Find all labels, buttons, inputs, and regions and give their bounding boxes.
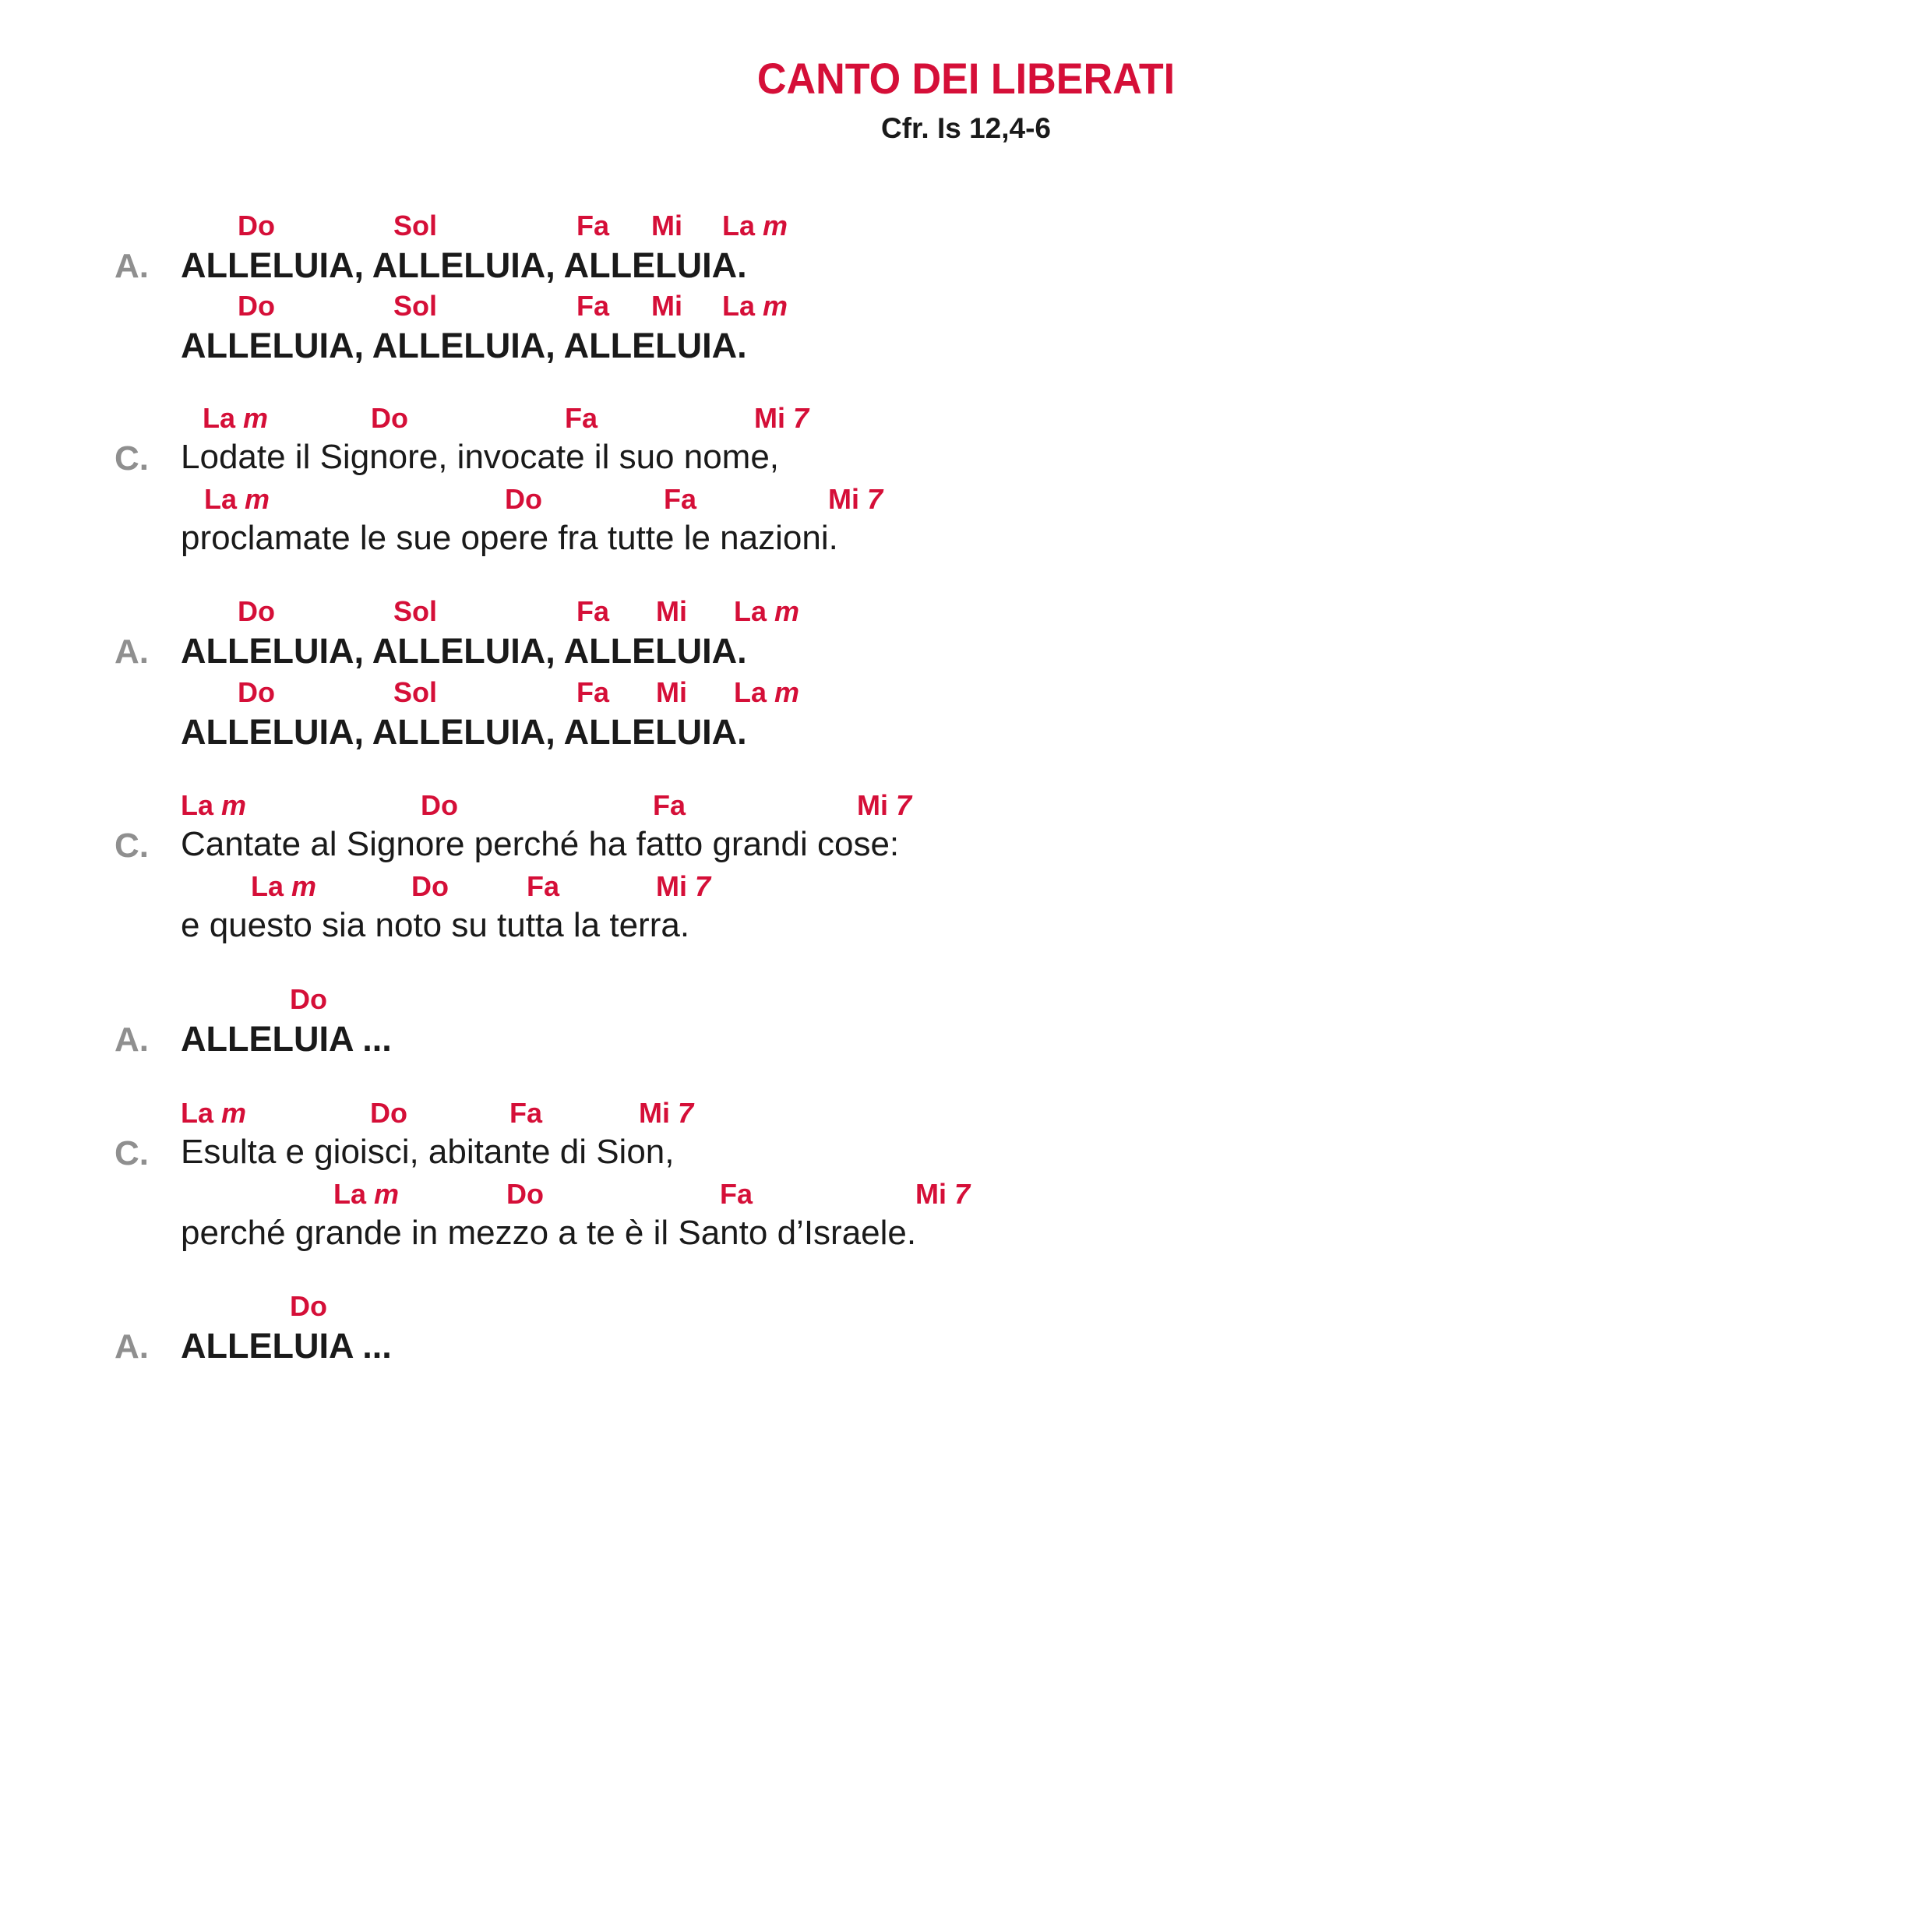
- chord-root: La: [181, 789, 214, 821]
- chord: [720, 1180, 753, 1208]
- chord-root: Fa: [653, 789, 686, 821]
- chord: [565, 404, 598, 432]
- chord-quality: m: [774, 676, 800, 708]
- chord: [238, 676, 275, 708]
- section-label-cantor: C.: [115, 439, 149, 478]
- chord-root: Sol: [393, 210, 438, 242]
- chord-quality: m: [291, 870, 317, 902]
- lyric-line: ALLELUIA, ALLELUIA, ALLELUIA.: [181, 631, 747, 671]
- chord: [653, 791, 686, 820]
- chord: [238, 212, 275, 240]
- chord: [656, 870, 711, 902]
- song-title: CANTO DEI LIBERATI: [756, 54, 1176, 103]
- chord: [915, 1180, 970, 1208]
- chord-root: Fa: [576, 290, 610, 322]
- chord-root: Fa: [527, 870, 560, 902]
- lyric-line: proclamate le sue opere fra tutte le nazioni.: [181, 519, 838, 557]
- chord: [393, 676, 438, 708]
- chord-quality: m: [243, 402, 269, 434]
- chord-quality: m: [774, 595, 800, 627]
- chord-root: La: [251, 870, 284, 902]
- chord-root: La: [203, 402, 236, 434]
- lyric-line: ALLELUIA ...: [181, 1326, 392, 1366]
- chord-root: Do: [290, 1290, 327, 1322]
- lyric-line: Cantate al Signore perché ha fatto grandi cose:: [181, 825, 900, 863]
- chord: [656, 676, 687, 708]
- section-label-cantor: C.: [115, 1134, 149, 1172]
- chord: [651, 292, 682, 320]
- chord-root: Sol: [393, 676, 438, 708]
- chord-quality: m: [374, 1178, 400, 1210]
- chord-root: La: [181, 1097, 214, 1129]
- chord: [576, 212, 609, 240]
- chord: [411, 870, 449, 902]
- chord: [393, 292, 437, 320]
- chord: [393, 212, 437, 240]
- chord-root: Do: [238, 595, 275, 627]
- chord: [754, 404, 809, 432]
- chord: [204, 485, 270, 513]
- chord: [509, 1099, 542, 1127]
- chord-root: La: [734, 676, 767, 708]
- chord-quality: m: [221, 789, 247, 821]
- chord: [828, 485, 883, 513]
- chord: [651, 212, 682, 240]
- chord-quality: m: [221, 1097, 247, 1129]
- chord: [505, 485, 542, 513]
- chord-root: La: [333, 1178, 367, 1210]
- chord: [656, 595, 687, 627]
- chord: [576, 595, 610, 627]
- chord-root: Fa: [576, 595, 610, 627]
- chord: [181, 1099, 246, 1127]
- song-subtitle: Cfr. Is 12,4-6: [880, 112, 1051, 144]
- lyric-line: ALLELUIA, ALLELUIA, ALLELUIA.: [181, 712, 747, 752]
- chord-root: Do: [411, 870, 449, 902]
- chord-quality: 7: [896, 789, 912, 821]
- lyric-line: Lodate il Signore, invocate il suo nome,: [181, 438, 780, 476]
- chord-quality: m: [763, 210, 788, 242]
- section-label-cantor: C.: [115, 827, 149, 865]
- chord: [203, 404, 268, 432]
- chord-root: Fa: [565, 402, 598, 434]
- chord-root: Mi: [651, 290, 682, 322]
- chord: [576, 676, 610, 708]
- chord: [238, 292, 275, 320]
- chord: [527, 870, 560, 902]
- chord-root: La: [734, 595, 767, 627]
- chord: [664, 485, 696, 513]
- chord-quality: 7: [678, 1097, 694, 1129]
- chord-root: Fa: [576, 676, 610, 708]
- chord: [421, 791, 458, 820]
- chord: [290, 1292, 327, 1320]
- chord: [181, 791, 246, 820]
- chord: [290, 985, 327, 1014]
- chord: [393, 595, 438, 627]
- chord: [734, 676, 800, 708]
- chord: [857, 791, 911, 820]
- lyric-line: ALLELUIA ...: [181, 1019, 392, 1059]
- section-label-assembly: A.: [115, 247, 149, 285]
- lyric-line: ALLELUIA, ALLELUIA, ALLELUIA.: [181, 245, 747, 285]
- chord-root: Mi: [651, 210, 682, 242]
- chord-root: La: [722, 290, 756, 322]
- chord-root: Do: [238, 676, 275, 708]
- chord-root: Fa: [509, 1097, 543, 1129]
- chord-root: Do: [370, 1097, 407, 1129]
- chord-root: Mi: [639, 1097, 670, 1129]
- chord-root: Mi: [656, 595, 687, 627]
- chord-root: Mi: [656, 676, 687, 708]
- chord-root: Fa: [576, 210, 610, 242]
- chord-quality: m: [245, 483, 270, 515]
- chord: [371, 404, 408, 432]
- chord-root: Do: [238, 290, 275, 322]
- chord: [506, 1180, 544, 1208]
- chord-root: Fa: [720, 1178, 753, 1210]
- chord: [734, 595, 800, 627]
- chord-quality: 7: [793, 402, 809, 434]
- lyric-line: Esulta e gioisci, abitante di Sion,: [181, 1133, 675, 1171]
- chord: [639, 1099, 693, 1127]
- chord-root: Do: [238, 210, 275, 242]
- chord-root: Do: [371, 402, 408, 434]
- chord-root: Do: [290, 983, 327, 1015]
- chord-root: Mi: [656, 870, 687, 902]
- chord-quality: m: [763, 290, 788, 322]
- chord: [722, 212, 788, 240]
- chord-root: Do: [421, 789, 458, 821]
- chord-quality: 7: [867, 483, 883, 515]
- chord: [333, 1180, 399, 1208]
- chord: [238, 595, 275, 627]
- chord: [722, 292, 788, 320]
- chord-root: Do: [506, 1178, 544, 1210]
- chord: [576, 292, 609, 320]
- lyric-line: ALLELUIA, ALLELUIA, ALLELUIA.: [181, 326, 747, 365]
- chord-root: Sol: [393, 595, 438, 627]
- chord-root: Mi: [857, 789, 888, 821]
- chord: [251, 870, 317, 902]
- section-label-assembly: A.: [115, 633, 149, 671]
- chord: [370, 1099, 407, 1127]
- section-label-assembly: A.: [115, 1021, 149, 1059]
- chord-quality: 7: [695, 870, 711, 902]
- lyric-line: e questo sia noto su tutta la terra.: [181, 906, 690, 944]
- chord-root: Mi: [915, 1178, 947, 1210]
- lyric-line: perché grande in mezzo a te è il Santo d’Israele.: [181, 1214, 917, 1252]
- chord-root: La: [722, 210, 756, 242]
- chord-root: La: [204, 483, 238, 515]
- chord-root: Mi: [828, 483, 859, 515]
- chord-root: Sol: [393, 290, 438, 322]
- chord-root: Do: [505, 483, 542, 515]
- chord-root: Fa: [664, 483, 697, 515]
- section-label-assembly: A.: [115, 1327, 149, 1366]
- chord-root: Mi: [754, 402, 785, 434]
- chord-quality: 7: [954, 1178, 971, 1210]
